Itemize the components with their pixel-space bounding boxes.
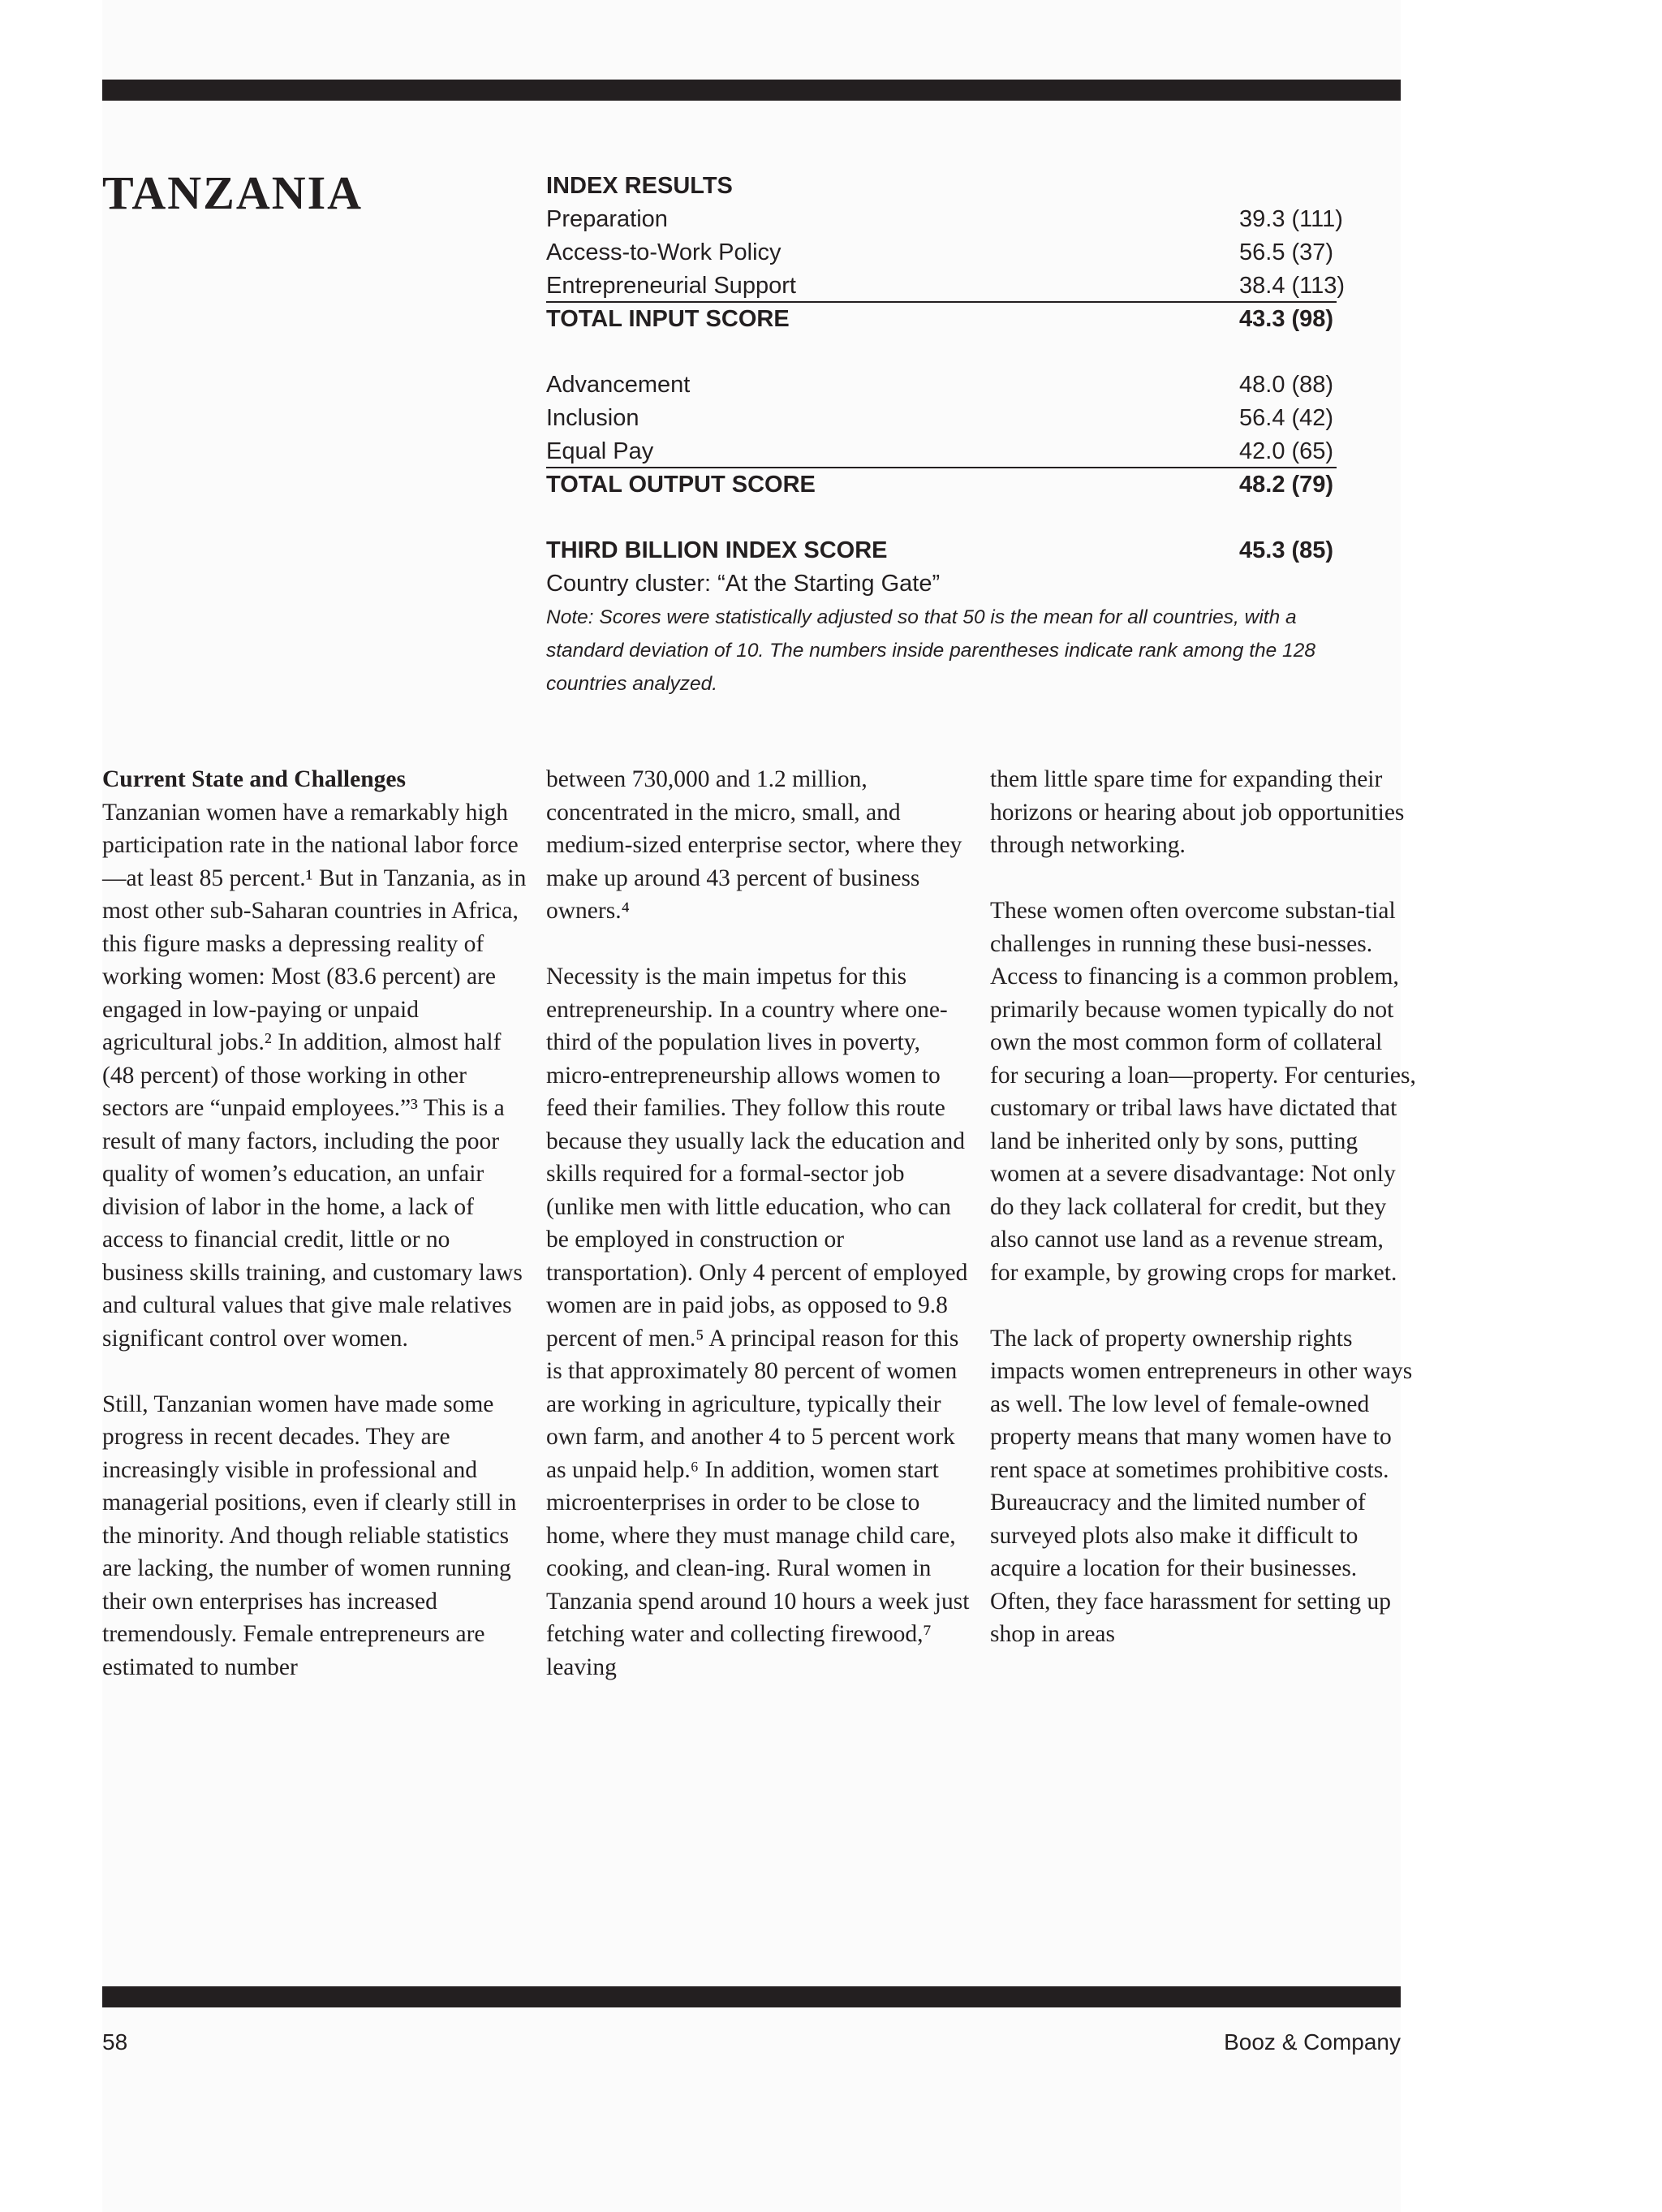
bottom-rule bbox=[102, 1986, 1401, 2007]
index-row-label: Preparation bbox=[546, 206, 668, 232]
index-row-score: 45.3 (85) bbox=[1239, 537, 1334, 563]
spacer bbox=[546, 502, 1337, 534]
index-row-score: 42.0 (65) bbox=[1239, 438, 1334, 464]
index-row-score: 48.0 (88) bbox=[1239, 372, 1334, 398]
index-row-advancement bbox=[546, 369, 1337, 402]
index-results-heading: INDEX RESULTS bbox=[546, 173, 733, 199]
index-row-label: THIRD BILLION INDEX SCORE bbox=[546, 537, 888, 563]
body-paragraph: Necessity is the main impetus for this entrepreneurship. In a country where one-third of the population lives in poverty, micro-entrepreneurship allows women to feed their families. They follow this route because they usually lack the education and skills required for a formal-sector job (unlike men with little education, who can be employed in construction or transportation). Only 4 percent of employed women are in paid jobs, as opposed to 9.8 percent of men.⁵ A principal reason for this is that approximately 80 percent of women are working in agriculture, typically their own farm, and another 4 to 5 percent work as unpaid help.⁶ In addition, women start microenterprises in order to be close to home, where they must manage child care, cooking, and clean-ing. Rural women in Tanzania spend around 10 hours a week just fetching water and collecting firewood,⁷ leaving bbox=[546, 964, 970, 1680]
index-row-access-to-work bbox=[546, 236, 1337, 269]
index-row-label: TOTAL INPUT SCORE bbox=[546, 306, 790, 332]
body-paragraph: These women often overcome substan-tial challenges in running these busi-nesses. Access to financing is a common problem, primarily because women typically do not own the most common form of collateral for securing a loan—property. For centuries, customary or tribal laws have dictated that land be inherited only by sons, putting women at a severe disadvantage: Not only do they lack collateral for credit, but they also cannot use land as a revenue stream, for example, by growing crops for market. bbox=[990, 898, 1416, 1286]
body-paragraph: them little spare time for expanding their horizons or hearing about job opportunities through networking. bbox=[990, 766, 1405, 858]
index-row-label: Advancement bbox=[546, 372, 691, 398]
body-paragraph: Tanzanian women have a remarkably high participation rate in the national labor force—at least 85 percent.¹ But in Tanzania, as in most other sub-Saharan countries in Africa, this figure masks a depressing reality of working women: Most (83.6 percent) are engaged in low-paying or unpaid agricultural jobs.² In addition, almost half (48 percent) of those working in other sectors are “unpaid employees.”³ This is a result of many factors, including the poor quality of women’s education, an unfair division of labor in the home, a lack of access to financial credit, little or no business skills training, and customary laws and cultural values that give male relatives significant control over women. bbox=[102, 799, 527, 1352]
spacer bbox=[546, 336, 1337, 369]
index-row-third-billion bbox=[546, 534, 1337, 567]
index-row-label: Inclusion bbox=[546, 405, 639, 431]
index-row-label: Entrepreneurial Support bbox=[546, 273, 796, 299]
index-row-score: 38.4 (113) bbox=[1239, 273, 1346, 299]
body-column-1 bbox=[102, 763, 528, 1684]
top-rule bbox=[102, 80, 1401, 101]
index-row-preparation bbox=[546, 203, 1343, 236]
index-row-score: 56.5 (37) bbox=[1239, 239, 1334, 265]
index-row-score: 43.3 (98) bbox=[1239, 306, 1334, 332]
index-row-equal-pay bbox=[546, 435, 1337, 468]
index-note: Note: Scores were statistically adjusted so that 50 is the mean for all countries, with a standard deviation of 10. The numbers inside parentheses indicate rank among the 128 countries analyzed. bbox=[546, 606, 1315, 695]
index-results-table bbox=[546, 170, 1346, 701]
country-cluster: Country cluster: “At the Starting Gate” bbox=[546, 571, 941, 597]
index-row-label: TOTAL OUTPUT SCORE bbox=[546, 472, 816, 498]
index-row-total-input bbox=[546, 303, 1337, 336]
index-row-label: Access-to-Work Policy bbox=[546, 239, 781, 265]
body-paragraph: between 730,000 and 1.2 million, concentrated in the micro, small, and medium-sized enterprise sector, where they make up around 43 percent of business owners.⁴ bbox=[546, 766, 962, 924]
footer-company: Booz & Company bbox=[1224, 2029, 1401, 2055]
index-row-total-output bbox=[546, 468, 1337, 502]
body-column-2 bbox=[546, 763, 972, 1684]
body-column-3 bbox=[990, 763, 1416, 1651]
index-row-score: 39.3 (111) bbox=[1239, 206, 1343, 232]
index-row-entrepreneurial-support bbox=[546, 269, 1346, 303]
section-subheading: Current State and Challenges bbox=[102, 766, 406, 792]
body-paragraph: The lack of property ownership rights impacts women entrepreneurs in other ways as well. The low level of female-owned property means that many women have to rent space at sometimes prohibitive costs. Bureaucracy and the limited number of surveyed plots also make it difficult to acquire a location for their businesses. Often, they face harassment for setting up shop in areas bbox=[990, 1325, 1413, 1647]
page-number: 58 bbox=[102, 2029, 128, 2055]
index-row-label: Equal Pay bbox=[546, 438, 654, 464]
index-row-score: 56.4 (42) bbox=[1239, 405, 1334, 431]
body-paragraph: Still, Tanzanian women have made some progress in recent decades. They are increasingly visible in professional and managerial positions, even if clearly still in the minority. And though reliable statistics are lacking, the number of women running their own enterprises has increased tremendously. Female entrepreneurs are estimated to number bbox=[102, 1391, 517, 1680]
index-row-inclusion bbox=[546, 402, 1337, 435]
page-title: TANZANIA bbox=[102, 166, 364, 219]
index-row-score: 48.2 (79) bbox=[1239, 472, 1334, 498]
